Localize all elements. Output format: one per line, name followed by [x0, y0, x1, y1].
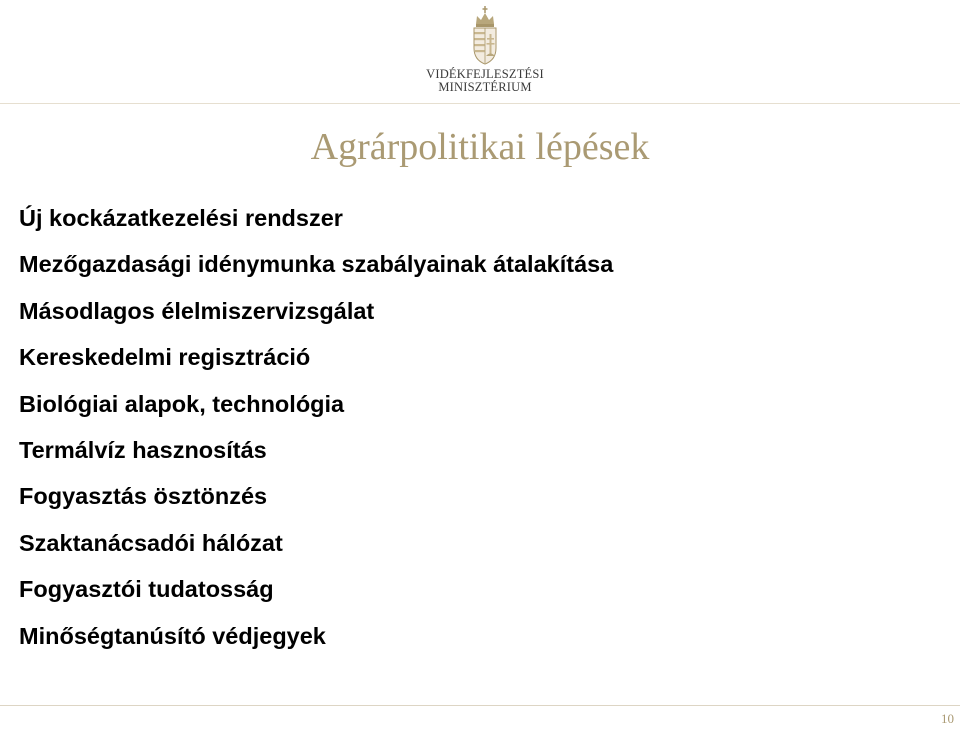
list-item: Biológiai alapok, technológia: [19, 390, 345, 417]
hungarian-coat-of-arms-icon: [470, 4, 500, 66]
list-item: Minőségtanúsító védjegyek: [19, 622, 326, 649]
list-item: Mezőgazdasági idénymunka szabályainak átalakítása: [19, 251, 614, 278]
list-item: Szaktanácsadói hálózat: [19, 529, 283, 556]
list-item: Kereskedelmi regisztráció: [19, 344, 311, 371]
page-number: 10: [941, 711, 954, 726]
logo-text-line2: MINISZTÉRIUM: [438, 80, 532, 94]
policy-list: [19, 198, 613, 662]
list-item: Másodlagos élelmiszervizsgálat: [19, 297, 375, 324]
footer-divider: [0, 705, 960, 706]
list-item: Fogyasztói tudatosság: [19, 576, 274, 603]
list-item: Új kockázatkezelési rendszer: [19, 205, 343, 231]
slide-title: Agrárpolitikai lépések: [310, 126, 650, 168]
list-item: Termálvíz hasznosítás: [19, 436, 267, 463]
header-divider: [0, 103, 960, 104]
ministry-logo: [420, 4, 550, 96]
list-item: Fogyasztás ösztönzés: [19, 483, 268, 510]
logo-text-line1: VIDÉKFEJLESZTÉSI: [426, 67, 544, 81]
